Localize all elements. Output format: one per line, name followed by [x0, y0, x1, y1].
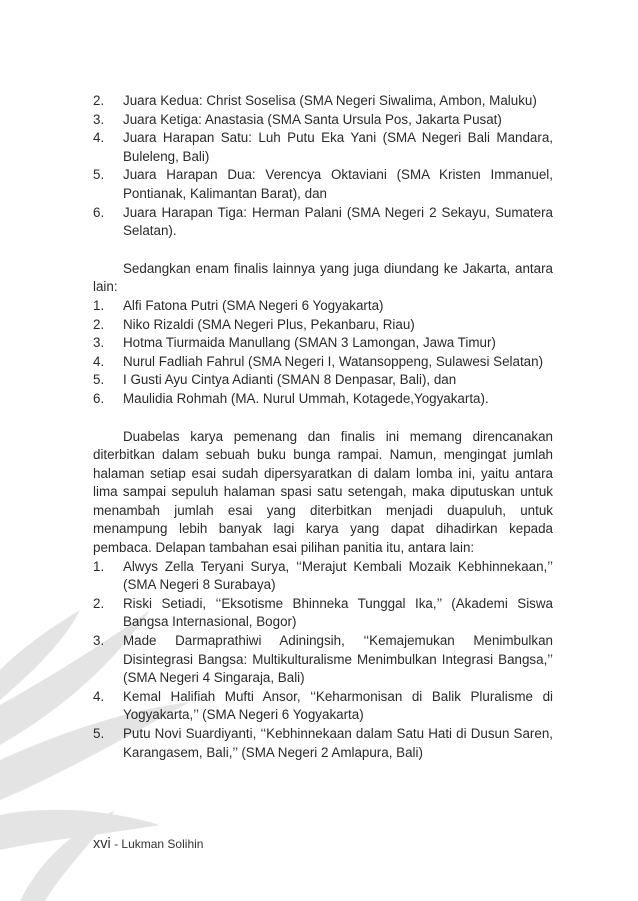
list-item [93, 166, 553, 203]
list-number: 5. [93, 372, 105, 388]
list-text: Juara Ketiga: Anastasia (SMA Santa Ursula Pos, Jakarta Pusat) [123, 111, 502, 127]
list-text: Kemal Halifiah Mufti Ansor, ‘‘Keharmonisan di Balik Pluralisme di Yogyakarta,’’ (SMA Negeri 6 Yogyakarta) [123, 688, 553, 723]
list-item [93, 111, 553, 130]
list-item [93, 316, 553, 335]
list-text: Alfi Fatona Putri (SMA Negeri 6 Yogyakarta) [123, 297, 384, 313]
list-item [93, 688, 553, 725]
list-number: 2. [93, 595, 105, 611]
list-number: 4. [93, 130, 105, 146]
list-text: Riski Setiadi, ‘‘Eksotisme Bhinneka Tunggal Ika,’’ (Akademi Siswa Bangsa Internasional, Bogor) [123, 595, 553, 630]
list-text: Putu Novi Suardiyanti, ‘‘Kebhinnekaan dalam Satu Hati di Dusun Saren, Karangasem, Bali,’’ (SMA Negeri 2 Amlapura, Bali) [123, 726, 553, 760]
list-text: Nurul Fadliah Fahrul (SMA Negeri I, Watansoppeng, Sulawesi Selatan) [123, 353, 544, 369]
list-item [93, 129, 553, 166]
list-number: 1. [93, 558, 105, 574]
list-text: Hotma Tiurmaida Manullang (SMAN 3 Lamongan, Jawa Timur) [123, 335, 496, 351]
list-number: 3. [93, 111, 105, 127]
winners-list [93, 92, 553, 241]
list-item [93, 725, 553, 762]
list-number: 5. [93, 726, 105, 741]
list-item [93, 558, 553, 595]
page-footer [93, 836, 203, 852]
list-number: 3. [93, 633, 105, 649]
list-item [93, 353, 553, 372]
page-body [93, 92, 553, 762]
list-number: 1. [93, 297, 105, 313]
list-number: 4. [93, 353, 105, 369]
list-text: Maulidia Rohmah (MA. Nurul Ummah, Kotagede,Yogyakarta). [123, 390, 489, 406]
list-number: 2. [93, 93, 105, 108]
list-text: Alwys Zella Teryani Surya, ‘‘Merajut Kembali Mozaik Kebhinnekaan,’’ (SMA Negeri 8 Surabaya) [123, 558, 553, 593]
list-number: 6. [93, 204, 105, 220]
list-number: 3. [93, 335, 105, 351]
list-item [93, 390, 553, 409]
finalists-list [93, 297, 553, 409]
list-item [93, 92, 553, 111]
list-text: Juara Harapan Dua: Verencya Oktaviani (SMA Kristen Immanuel, Pontianak, Kalimantan Barat), dan [123, 167, 553, 201]
list-number: 2. [93, 316, 105, 332]
list-text: Juara Harapan Satu: Luh Putu Eka Yani (SMA Negeri Bali Mandara, Buleleng, Bali) [123, 130, 553, 164]
footer-author: Lukman Solihin [121, 837, 204, 851]
list-item [93, 334, 553, 353]
finalists-intro-paragraph: Sedangkan enam finalis lainnya yang juga diundang ke Jakarta, antara lain: [93, 260, 553, 295]
list-text: Juara Kedua: Christ Soselisa (SMA Negeri Siwalima, Ambon, Maluku) [123, 93, 537, 108]
list-item [93, 297, 553, 316]
list-item [93, 371, 553, 390]
list-number: 6. [93, 390, 105, 406]
list-text: Niko Rizaldi (SMA Negeri Plus, Pekanbaru, Riau) [123, 316, 415, 332]
footer-separator: - [110, 837, 122, 851]
list-text: I Gusti Ayu Cintya Adianti (SMAN 8 Denpasar, Bali), dan [123, 372, 457, 388]
list-text: Made Darmaprathiwi Adiningsih, ‘‘Kemajemukan Menimbulkan Disintegrasi Bangsa: Multikulturalisme Menimbulkan Integrasi Bangsa,’’ (SMA Negeri 4 Singaraja, Bali) [123, 633, 553, 686]
body-paragraph: Duabelas karya pemenang dan finalis ini memang direncanakan diterbitkan dalam sebuah buku bunga rampai. Namun, mengingat jumlah halaman setiap esai sudah dipersyaratkan di dalam lomba ini, yaitu antara lima sampai sepuluh halaman spasi satu setengah, maka diputuskan untuk menambah jumlah esai yang diterbitkan menjadi duapuluh, untuk menampung lebih banyak lagi karya yang dapat dihadirkan kepada pembaca. Delapan tambahan esai pilihan panitia itu, antara lain: [93, 428, 553, 556]
list-number: 4. [93, 688, 105, 704]
list-text: Juara Harapan Tiga: Herman Palani (SMA Negeri 2 Sekayu, Sumatera Selatan). [123, 204, 553, 239]
list-item [93, 595, 553, 632]
additional-essays-list [93, 558, 553, 763]
list-item [93, 204, 553, 241]
list-number: 5. [93, 167, 105, 183]
page-number: xvi [93, 836, 111, 852]
list-item [93, 632, 553, 688]
